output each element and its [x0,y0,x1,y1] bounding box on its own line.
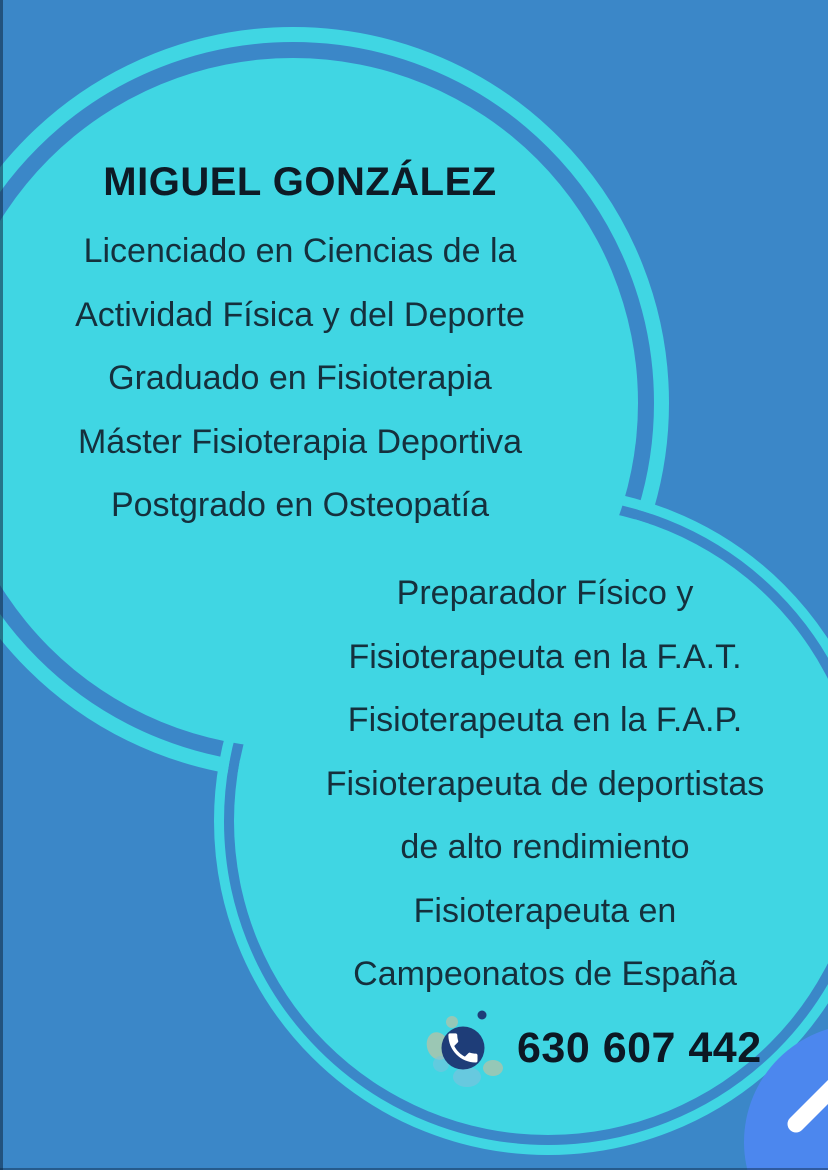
phone-handset-icon [418,1002,518,1097]
splash-blob [446,1016,458,1028]
credential-line: de alto rendimiento [400,828,690,866]
credential-line: Fisioterapeuta en [413,891,677,930]
credential-line: Preparador Físico y [396,574,694,612]
credential-line: Graduado en Fisioterapia [108,359,492,397]
splash-blob [453,1067,481,1087]
credential-line: Campeonatos de España [353,955,737,993]
credentials-secondary-list [245,562,828,1007]
credential-line: Fisioterapeuta de deportistas [325,764,765,803]
edit-fab-button[interactable] [744,1024,828,1170]
credential-line: Postgrado en Osteopatía [110,486,490,524]
credential-line: Máster Fisioterapia Deportiva [77,422,523,461]
credential-line: Actividad Física y del Deporte [75,295,525,334]
phone-number: 630 607 442 [517,1024,762,1072]
credential-line: Licenciado en Ciencias de la [83,232,517,270]
left-edge-line [0,0,3,1170]
splash-blob [483,1060,503,1076]
credentials-primary-list [0,220,600,538]
phone-circle [442,1027,485,1070]
credential-line: Fisioterapeuta en la F.A.T. [348,637,742,676]
profile-name: MIGUEL GONZÁLEZ [103,160,497,204]
phone-dot [478,1011,487,1020]
credential-line: Fisioterapeuta en la F.A.P. [347,701,743,739]
